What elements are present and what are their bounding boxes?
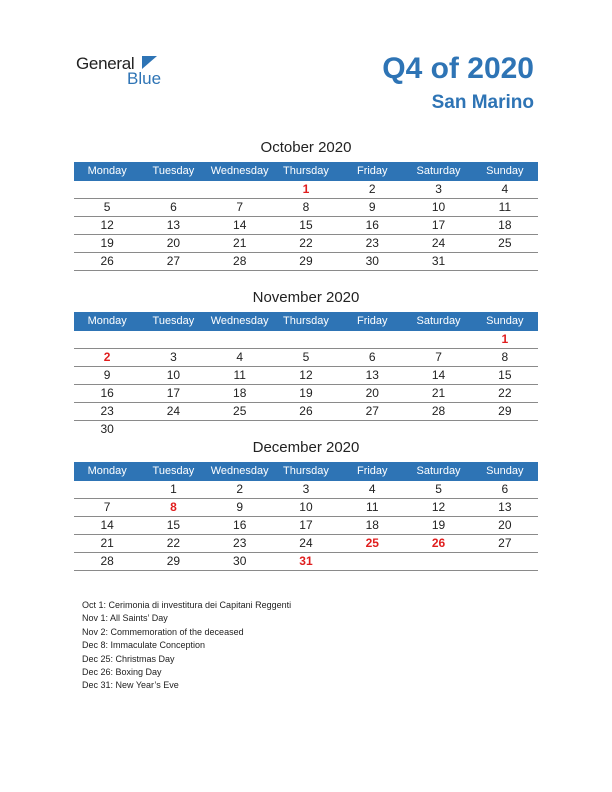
weekday-label: Thursday xyxy=(283,315,329,327)
week-row xyxy=(74,349,538,367)
day-cell: 4 xyxy=(501,182,509,196)
day-cell: 23 xyxy=(365,236,379,250)
week-row xyxy=(74,421,538,438)
day-cell: 3 xyxy=(302,482,310,496)
day-cell: 14 xyxy=(233,218,247,232)
week-row xyxy=(74,403,538,421)
day-cell: 14 xyxy=(431,368,446,382)
day-cell xyxy=(140,421,206,438)
day-cell: 15 xyxy=(498,368,512,382)
day-cell: 16 xyxy=(365,218,379,232)
country-name: San Marino xyxy=(431,92,534,113)
day-cell xyxy=(74,481,140,498)
day-cell: 28 xyxy=(431,404,446,418)
day-cell: 8 xyxy=(501,350,509,364)
day-cell: 16 xyxy=(233,518,247,532)
weekday-header xyxy=(74,162,538,181)
weekday-header xyxy=(74,312,538,331)
holiday-note: Oct 1: Cerimonia di investitura dei Capitani Reggenti xyxy=(82,600,292,610)
holiday-note: Nov 1: All Saints’ Day xyxy=(82,613,168,624)
day-cell: 23 xyxy=(100,404,114,418)
day-cell: 7 xyxy=(236,200,244,214)
weekday-label: Wednesday xyxy=(210,315,269,327)
day-cell: 7 xyxy=(103,500,111,514)
day-cell xyxy=(472,253,538,270)
week-row xyxy=(74,535,538,553)
logo-flag-icon xyxy=(142,56,157,69)
day-cell: 9 xyxy=(368,200,376,214)
day-cell: 26 xyxy=(299,404,313,418)
day-cell xyxy=(140,331,206,348)
week-row xyxy=(74,217,538,235)
weekday-label: Saturday xyxy=(416,315,461,327)
day-cell xyxy=(207,181,273,198)
weekday-label: Monday xyxy=(87,315,127,327)
day-cell: 27 xyxy=(498,536,512,550)
brand-general: General xyxy=(76,54,135,73)
day-cell xyxy=(405,553,471,570)
weekday-label: Thursday xyxy=(283,465,329,477)
day-cell xyxy=(339,331,405,348)
day-cell: 22 xyxy=(299,236,313,250)
day-cell: 27 xyxy=(166,254,181,268)
holiday-note: Dec 8: Immaculate Conception xyxy=(82,640,206,651)
day-cell: 19 xyxy=(100,236,114,250)
weekday-label: Monday xyxy=(87,465,127,477)
week-row xyxy=(74,331,538,349)
week-row xyxy=(74,481,538,499)
day-cell: 29 xyxy=(498,404,512,418)
day-cell: 13 xyxy=(498,500,512,514)
day-cell: 2 xyxy=(368,182,376,196)
weekday-label: Sunday xyxy=(486,165,524,177)
day-cell xyxy=(339,421,405,438)
day-cell: 30 xyxy=(365,254,379,268)
day-cell: 29 xyxy=(166,554,181,568)
weekday-label: Sunday xyxy=(486,465,524,477)
weekday-label: Sunday xyxy=(486,315,524,327)
day-cell: 22 xyxy=(498,386,512,400)
day-cell: 21 xyxy=(100,536,114,550)
week-row xyxy=(74,517,538,535)
weekday-label: Friday xyxy=(356,165,388,177)
day-cell: 1 xyxy=(302,182,310,196)
day-cell: 17 xyxy=(431,218,446,232)
day-cell: 13 xyxy=(166,218,181,232)
weekday-label: Wednesday xyxy=(210,465,269,477)
day-cell: 21 xyxy=(431,386,446,400)
day-cell xyxy=(207,421,273,438)
holiday-note: Dec 26: Boxing Day xyxy=(82,667,162,678)
day-cell: 14 xyxy=(100,518,114,532)
day-cell: 1 xyxy=(170,482,177,496)
day-cell xyxy=(405,331,471,348)
month-title: October 2020 xyxy=(260,139,352,156)
week-row xyxy=(74,367,538,385)
week-row xyxy=(74,499,538,517)
day-cell: 4 xyxy=(236,350,244,364)
day-cell: 5 xyxy=(435,482,442,496)
day-cell: 16 xyxy=(100,386,114,400)
day-cell: 15 xyxy=(299,218,313,232)
month-title: November 2020 xyxy=(252,289,360,306)
day-cell: 2 xyxy=(236,482,244,496)
day-cell: 20 xyxy=(498,518,512,532)
day-cell: 28 xyxy=(233,254,247,268)
holiday-notes xyxy=(82,599,291,693)
day-cell: 30 xyxy=(100,422,114,436)
weekday-label: Friday xyxy=(356,465,388,477)
day-cell: 27 xyxy=(365,404,379,418)
holiday-note: Nov 2: Commemoration of the deceased xyxy=(82,626,244,637)
day-cell xyxy=(74,181,140,198)
week-row xyxy=(74,235,538,253)
day-cell: 5 xyxy=(302,350,310,364)
day-cell: 18 xyxy=(233,386,247,400)
day-cell: 28 xyxy=(100,554,114,568)
day-cell: 3 xyxy=(170,350,177,364)
week-row xyxy=(74,553,538,571)
day-cell: 22 xyxy=(166,536,181,550)
day-cell: 17 xyxy=(166,386,181,400)
day-cell xyxy=(472,421,538,438)
day-cell: 3 xyxy=(435,182,442,196)
day-cell: 18 xyxy=(365,518,379,532)
day-cell xyxy=(405,421,471,438)
day-cell: 26 xyxy=(431,536,446,550)
day-cell: 12 xyxy=(299,368,313,382)
day-cell: 21 xyxy=(233,236,247,250)
week-row xyxy=(74,253,538,271)
day-cell xyxy=(140,181,206,198)
brand-logo xyxy=(76,54,186,90)
day-cell: 1 xyxy=(501,332,509,346)
day-cell: 11 xyxy=(366,500,379,514)
day-cell: 31 xyxy=(299,554,313,568)
holiday-note: Dec 25: Christmas Day xyxy=(82,653,175,664)
day-cell: 12 xyxy=(100,218,114,232)
day-cell: 20 xyxy=(365,386,379,400)
weekday-header xyxy=(74,462,538,481)
day-cell: 12 xyxy=(431,500,446,514)
day-cell: 5 xyxy=(103,200,111,214)
day-cell: 10 xyxy=(299,500,313,514)
day-cell: 30 xyxy=(233,554,247,568)
day-cell: 19 xyxy=(431,518,446,532)
day-cell: 6 xyxy=(501,482,509,496)
day-cell: 18 xyxy=(498,218,512,232)
day-cell: 24 xyxy=(431,236,446,250)
day-cell: 6 xyxy=(170,200,177,214)
day-cell xyxy=(273,421,339,438)
day-cell: 26 xyxy=(100,254,114,268)
day-cell: 25 xyxy=(233,404,247,418)
brand-blue: Blue xyxy=(127,69,162,88)
day-cell xyxy=(472,553,538,570)
weekday-label: Friday xyxy=(356,315,388,327)
day-cell: 25 xyxy=(498,236,512,250)
weekday-label: Monday xyxy=(87,165,127,177)
day-cell: 23 xyxy=(233,536,247,550)
day-cell: 11 xyxy=(233,368,246,382)
page-title: Q4 of 2020 xyxy=(382,52,534,85)
day-cell: 8 xyxy=(170,500,177,514)
day-cell: 2 xyxy=(103,350,111,364)
day-cell: 11 xyxy=(498,200,512,214)
month-november xyxy=(74,287,538,438)
day-cell: 8 xyxy=(302,200,310,214)
day-cell: 4 xyxy=(368,482,376,496)
week-row xyxy=(74,199,538,217)
month-december xyxy=(74,437,538,571)
weekday-label: Tuesday xyxy=(152,465,195,477)
week-row xyxy=(74,385,538,403)
weekday-label: Tuesday xyxy=(152,315,195,327)
day-cell: 17 xyxy=(299,518,313,532)
day-cell: 25 xyxy=(365,536,379,550)
day-cell: 19 xyxy=(299,386,313,400)
day-cell: 7 xyxy=(435,350,442,364)
day-cell: 15 xyxy=(166,518,181,532)
day-cell: 6 xyxy=(368,350,376,364)
day-cell: 13 xyxy=(365,368,379,382)
week-row xyxy=(74,181,538,199)
weekday-label: Thursday xyxy=(283,165,329,177)
day-cell xyxy=(74,331,140,348)
holiday-note: Dec 31: New Year’s Eve xyxy=(82,680,179,691)
month-title: December 2020 xyxy=(252,439,360,456)
month-october xyxy=(74,137,538,271)
day-cell: 10 xyxy=(166,368,181,382)
weekday-label: Saturday xyxy=(416,165,461,177)
day-cell: 20 xyxy=(166,236,181,250)
weekday-label: Wednesday xyxy=(210,165,269,177)
day-cell: 24 xyxy=(166,404,181,418)
day-cell: 9 xyxy=(103,368,111,382)
weekday-label: Saturday xyxy=(416,465,461,477)
day-cell: 10 xyxy=(431,200,446,214)
day-cell xyxy=(339,553,405,570)
day-cell: 24 xyxy=(299,536,313,550)
day-cell xyxy=(207,331,273,348)
day-cell: 31 xyxy=(431,254,446,268)
day-cell xyxy=(273,331,339,348)
day-cell: 29 xyxy=(299,254,313,268)
weekday-label: Tuesday xyxy=(152,165,195,177)
day-cell: 9 xyxy=(236,500,244,514)
